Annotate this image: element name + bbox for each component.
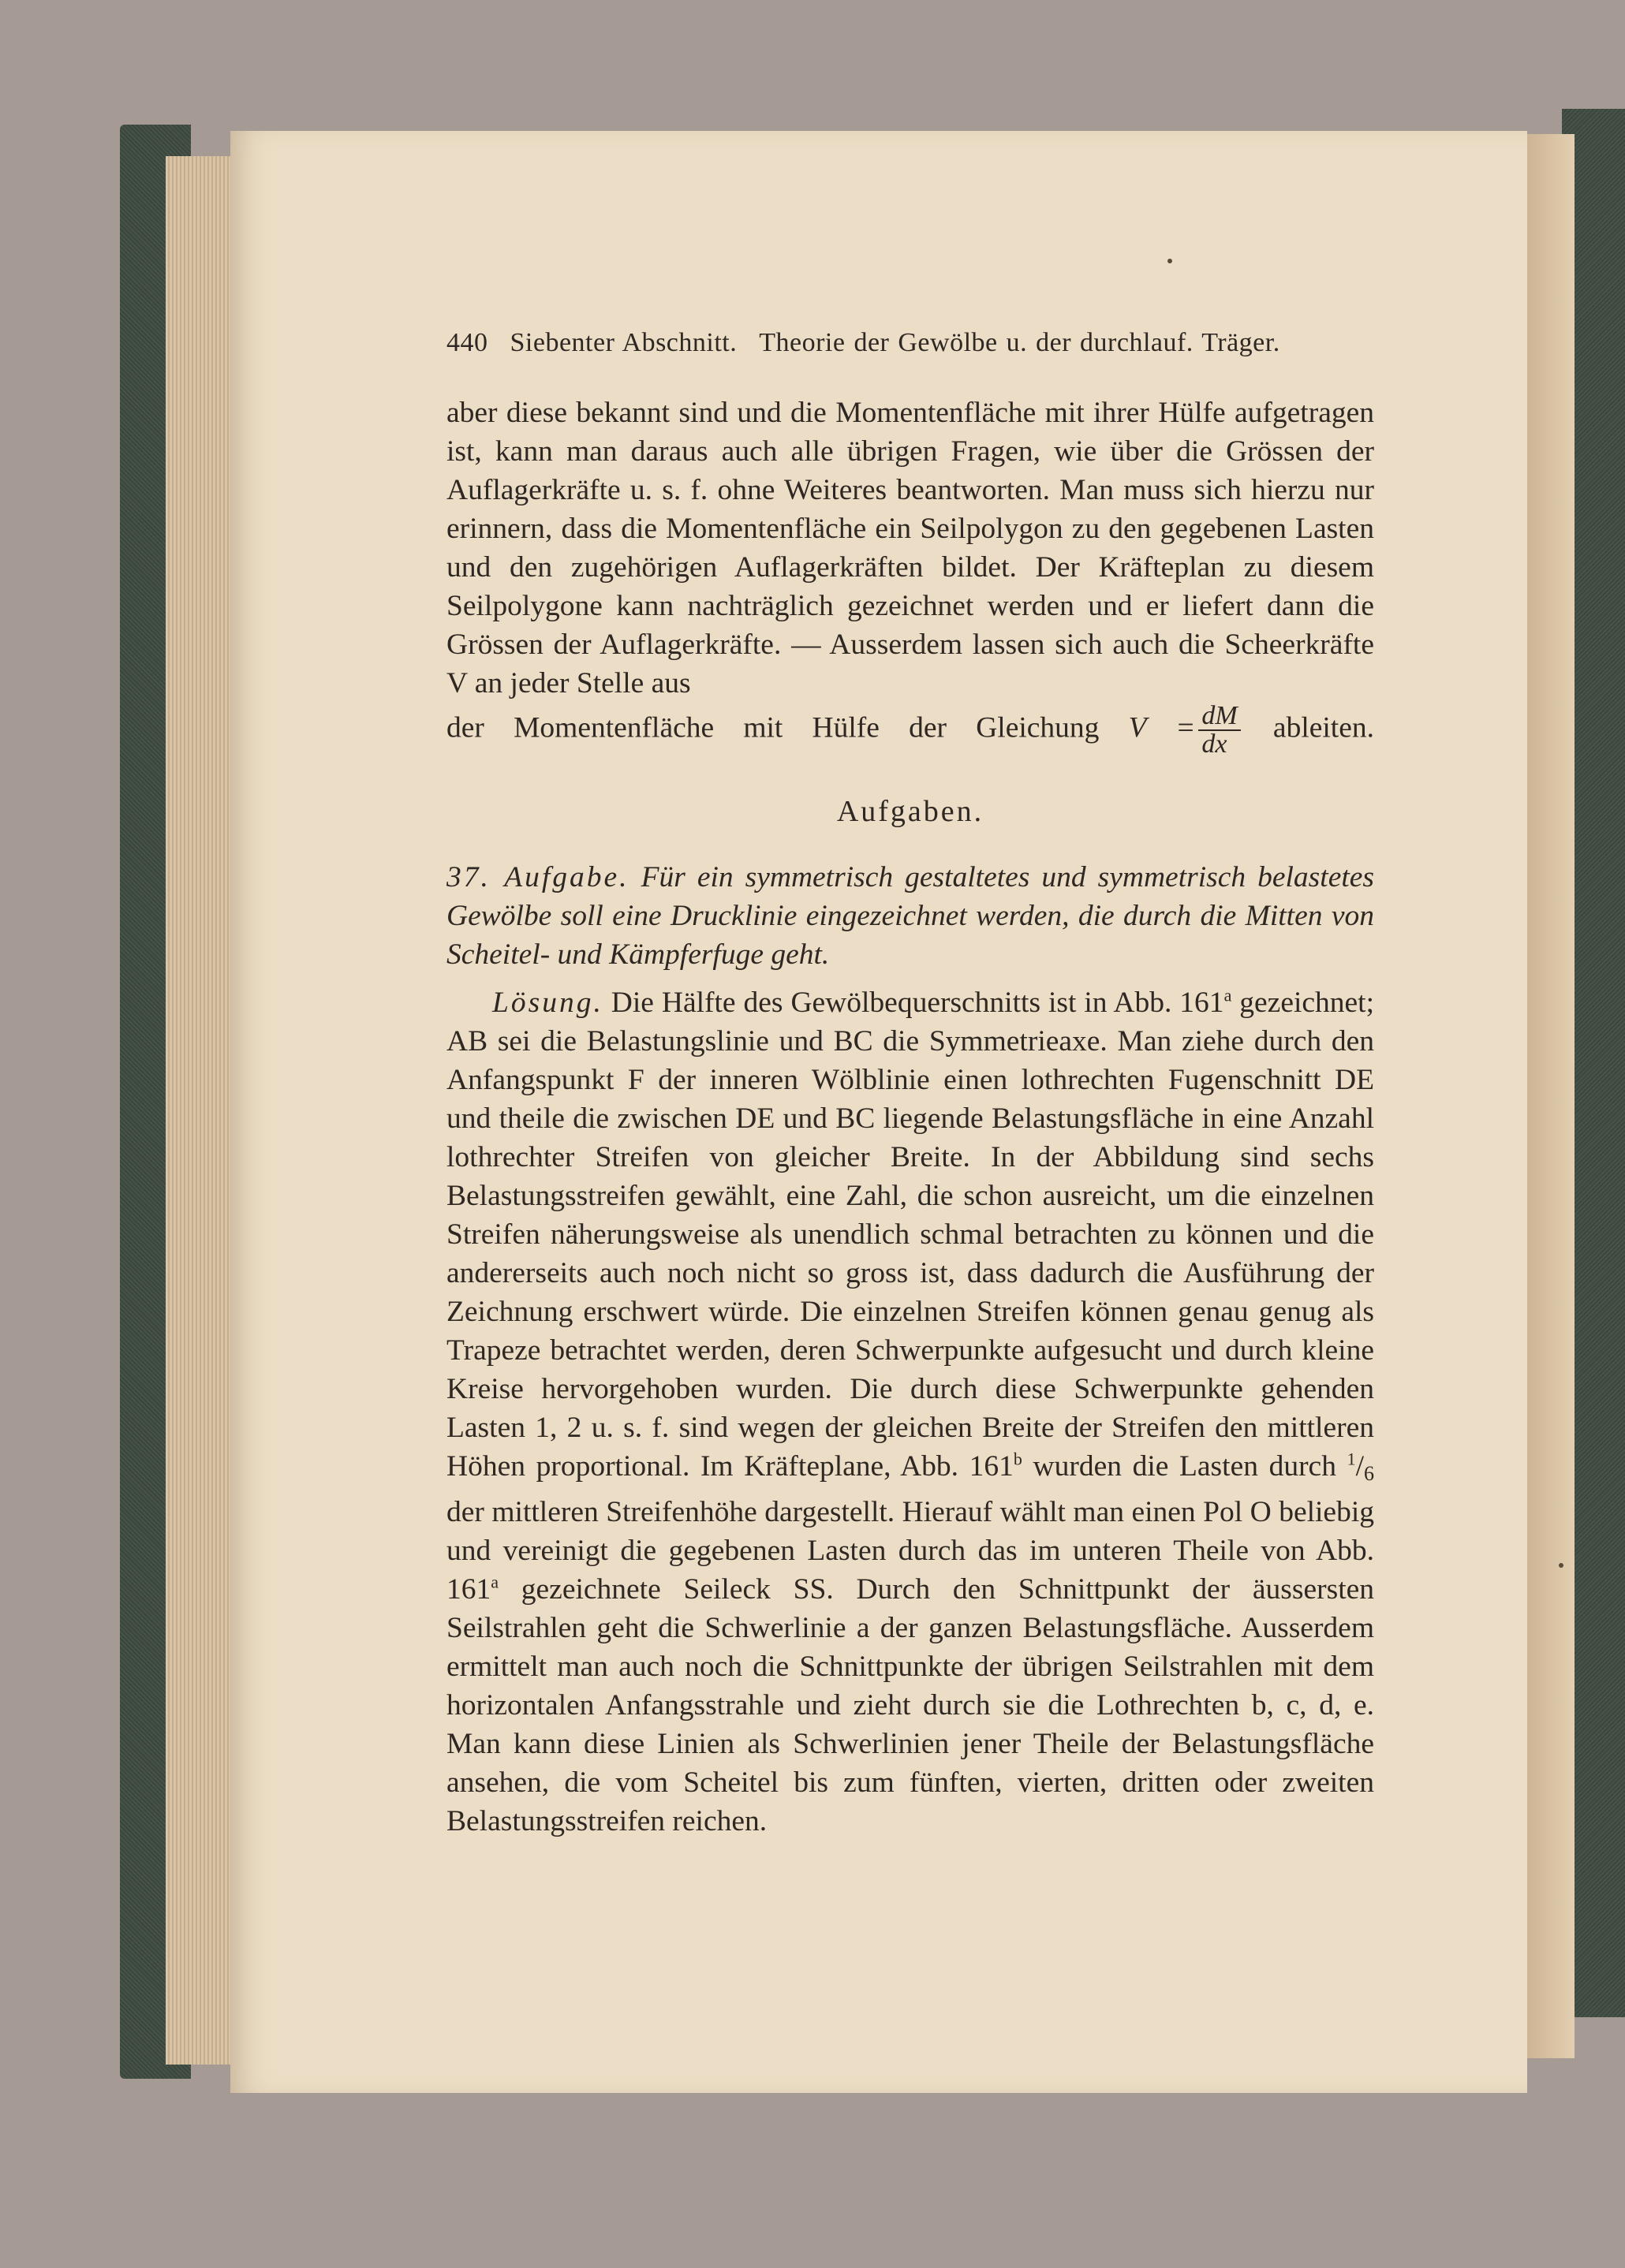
- fraction-numerator: 1: [1347, 1449, 1356, 1469]
- facing-page-edge: [1527, 134, 1575, 2058]
- section-heading: Aufgaben.: [836, 795, 984, 828]
- speck: [1559, 1563, 1563, 1568]
- formula-lhs: V =: [1128, 711, 1196, 744]
- task-text: Für ein symmetrisch gestaltetes und symmetrisch belastetes Gewölbe soll eine Drucklinie eingezeichnet werden, die durch die Mitten von Scheitel- und Kämpferfuge geht.: [446, 861, 1374, 971]
- task-label: 37. Aufgabe.: [446, 861, 629, 893]
- figure-ref-a-2: a: [491, 1572, 499, 1592]
- speck: [1167, 259, 1172, 263]
- formula-fraction: [1198, 703, 1240, 758]
- formula-lead: der Momentenfläche mit Hülfe der Gleichung: [446, 711, 1100, 744]
- formula-denominator: dx: [1201, 729, 1227, 759]
- solution-text-5: gezeichnete Seileck SS. Durch den Schnittpunkt der äussersten Seilstrahlen geht die Schwerlinie a der ganzen Belastungsfläche. Ausserdem ermittelt man auch noch die Schnittpunkte der übrigen Seilstrahlen mit dem horizontalen Anfangsstrahle und zieht durch sie die Lothrechten b, c, d, e. Man kann diese Linien als Schwerlinien jener Theile der Belastungsfläche ansehen, die vom Scheitel bis zum fünften, vierten, dritten oder zweiten Belastungsstreifen reichen.: [446, 1573, 1375, 1837]
- page-edges: [166, 156, 237, 2065]
- figure-ref-a: a: [1223, 985, 1232, 1005]
- solution-label: Lösung.: [492, 987, 603, 1019]
- solution-text-4: der mittleren Streifenhöhe dargestellt. Hierauf wählt man einen Pol O beliebig und vereinigt die gegebenen Lasten durch das im unteren Theile von Abb. 161: [446, 1496, 1374, 1606]
- fraction-denominator: 6: [1364, 1462, 1374, 1485]
- page-number: 440: [446, 328, 488, 357]
- solution-paragraph: Lösung. Die Hälfte des Gewölbequerschnitts ist in Abb. 161$^a$ gezeichnet; AB sei die Belastungslinie und BC die Symmetrieaxe. Man ziehe durch den Anfangspunkt F der inneren Wölblinie einen lothrechten Fugenschnitt DE und theile die zwischen DE und BC liegende Belastungsfläche in eine Anzahl lothrechter Streifen von gleicher Breite. In der Abbildung sind sechs Belastungsstreifen gewählt, eine Zahl, die schon ausreicht, um die einzelnen Streifen näherungsweise als unendlich schmal betrachten zu können und die andererseits auch noch nicht so gross ist, dass dadurch die Ausführung der Zeichnung erschwert würde. Die einzelnen Streifen können genau genug als Trapeze betrachtet werden, deren Schwerpunkte aufgesucht und durch kleine Kreise hervorgehoben wurden. Die durch diese Schwerpunkte gehenden Lasten 1, 2 u. s. f. sind wegen der gleichen Breite der Streifen den mittleren Höhen proportional. Im Kräfteplane, Abb. 161$^b$ wurden die Lasten durch $^1$/6 der mittleren Streifenhöhe dargestellt. Hierauf wählt man einen Pol O beliebig und vereinigt die gegebenen Lasten durch das im unteren Theile von Abb. 161$^a$ gezeichnete Seileck SS. Durch den Schnittpunkt der äussersten Seilstrahlen geht die Schwerlinie a der ganzen Belastungsfläche. Ausserdem ermittelt man auch noch die Schnittpunkte der übrigen Seilstrahlen mit dem horizontalen Anfangsstrahle und zieht durch sie die Lothrechten b, c, d, e. Man kann diese Linien als Schwerlinien jener Theile der Belastungsfläche ansehen, die vom Scheitel bis zum fünften, vierten, dritten oder zweiten Belastungsstreifen reichen.: [446, 985, 1375, 1837]
- page-text: [446, 323, 1374, 1841]
- solution-text-1: Die Hälfte des Gewölbequerschnitts ist in Abb. 161: [611, 987, 1224, 1019]
- figure-ref-b: b: [1013, 1449, 1022, 1469]
- formula-line: [446, 703, 1374, 758]
- running-head: [446, 323, 1374, 362]
- topic-title: Theorie der Gewölbe u. der durchlauf. Träger.: [759, 328, 1280, 357]
- section-title: Siebenter Abschnitt.: [510, 328, 738, 357]
- solution-text-3: wurden die Lasten durch: [1033, 1450, 1336, 1483]
- task-37: [446, 858, 1374, 974]
- formula-numerator: dM: [1198, 703, 1240, 731]
- formula-tail: ableiten.: [1272, 711, 1374, 744]
- intro-paragraph: aber diese bekannt sind und die Momentenfläche mit ihrer Hülfe aufgetragen ist, kann man daraus auch alle übrigen Fragen, wie über die Grössen der Auflagerkräfte u. s. f. ohne Weiteres beantworten. Man muss sich hierzu nur erinnern, dass die Momentenfläche ein Seilpolygon zu den gegebenen Lasten und den zugehörigen Auflagerkräften bildet. Der Kräfteplan zu diesem Seilpolygone kann nachträglich gezeichnet werden und er liefert dann die Grössen der Auflagerkräfte. — Ausserdem lassen sich auch die Scheerkräfte V an jeder Stelle aus: [446, 397, 1374, 699]
- solution-text-2: gezeichnet; AB sei die Belastungslinie und BC die Symmetrieaxe. Man ziehe durch den Anfangspunkt F der inneren Wölblinie einen lothrechten Fugenschnitt DE und theile die zwischen DE und BC liegende Belastungsfläche in eine Anzahl lothrechter Streifen von gleicher Breite. In der Abbildung sind sechs Belastungsstreifen gewählt, eine Zahl, die schon ausreicht, um die einzelnen Streifen näherungsweise als unendlich schmal betrachten zu können und die andererseits auch noch nicht so gross ist, dass dadurch die Ausführung der Zeichnung erschwert würde. Die einzelnen Streifen können genau genug als Trapeze betrachtet werden, deren Schwerpunkte aufgesucht und durch kleine Kreise hervorgehoben wurden. Die durch diese Schwerpunkte gehenden Lasten 1, 2 u. s. f. sind wegen der gleichen Breite der Streifen den mittleren Höhen proportional. Im Kräfteplane, Abb. 161: [446, 987, 1375, 1483]
